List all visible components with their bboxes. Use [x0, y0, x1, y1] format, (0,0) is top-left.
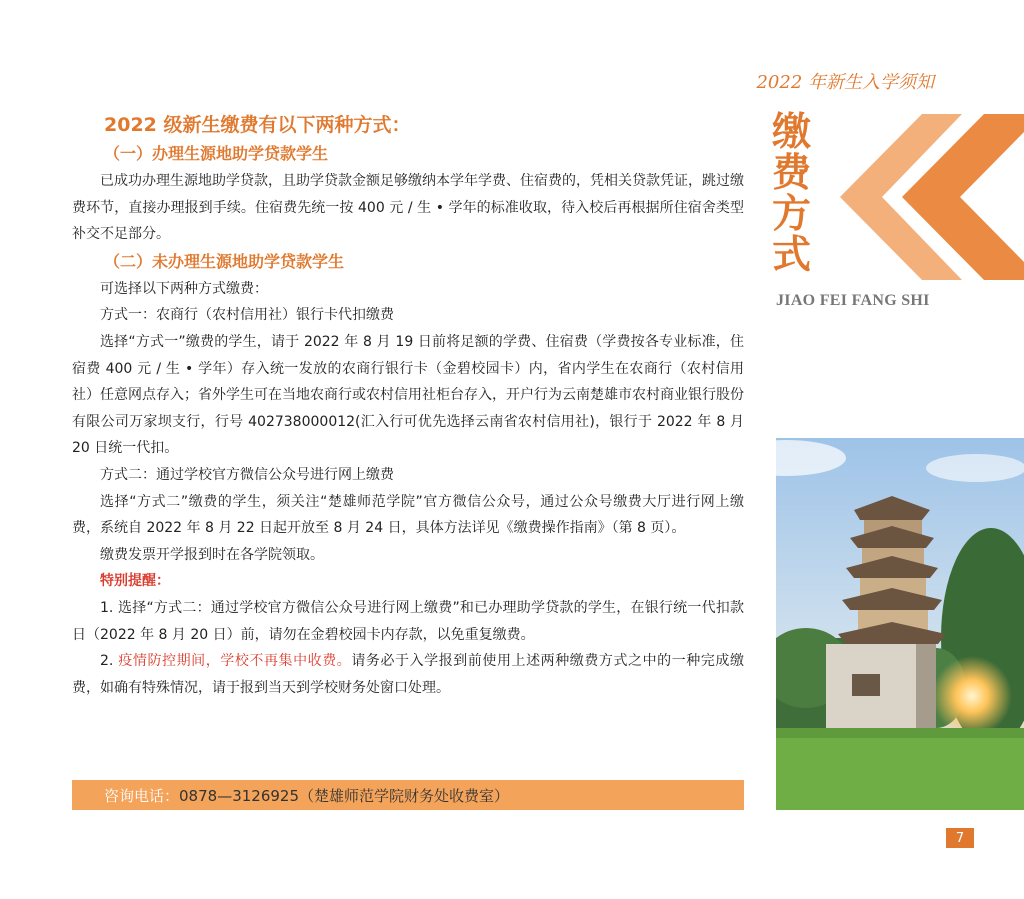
- reminder-item-2: [72, 648, 744, 701]
- header-title: 2022 年新生入学须知: [756, 72, 934, 93]
- subsection-title-loan: （一）办理生源地助学贷款学生: [104, 144, 329, 163]
- contact-phone: 0878—3126925（楚雄师范学院财务处收费室）: [179, 786, 509, 805]
- contact-bar: [72, 780, 744, 810]
- reminder-highlight: 疫情防控期间，学校不再集中收费。: [118, 653, 352, 670]
- paragraph-method-two-detail: 选择“方式二”缴费的学生，须关注“楚雄师范学院”官方微信公众号，通过公众号缴费大厅进行网上缴费，系统自 2022 年 8 月 22 日起开放至 8 月 24 日，具体方法详见《缴费操作指南》（第 8 页）。: [72, 493, 744, 537]
- reminder-item-1: 1. 选择“方式二：通过学校官方微信公众号进行网上缴费”和已办理助学贷款的学生，在银行统一代扣款日（2022 年 8 月 20 日）前，请勿在金碧校园卡内存款，以免重复缴费。: [72, 599, 744, 643]
- paragraph-loan: 已成功办理生源地助学贷款，且助学贷款金额足够缴纳本学年学费、住宿费的，凭相关贷款凭证，跳过缴费环节，直接办理报到手续。住宿费先统一按 400 元 / 生 • 学年的标准收取，待入校后再根据所住宿舍类型补交不足部分。: [72, 173, 744, 243]
- contact-label: 咨询电话：: [104, 786, 180, 805]
- page-number: 7: [946, 828, 974, 848]
- side-title: [772, 109, 818, 278]
- paragraph-options-intro: 可选择以下两种方式缴费：: [100, 280, 268, 297]
- main-content: [72, 110, 744, 701]
- reminder-title: 特别提醒：: [100, 573, 170, 590]
- side-title-char: 式: [772, 232, 812, 278]
- paragraph-method-two: 方式二：通过学校官方微信公众号进行网上缴费: [100, 466, 394, 483]
- side-title-char: 缴: [772, 109, 812, 155]
- side-title-char: 方: [772, 191, 812, 237]
- chevron-decoration-icon: [830, 112, 1024, 282]
- pinyin-label: JIAO FEI FANG SHI: [776, 292, 930, 309]
- paragraph-method-one: 方式一：农商行（农村信用社）银行卡代扣缴费: [100, 307, 394, 324]
- side-title-char: 费: [772, 150, 812, 196]
- paragraph-method-one-detail: 选择“方式一”缴费的学生，请于 2022 年 8 月 19 日前将足额的学费、住宿费（学费按各专业标准，住宿费 400 元 / 生 • 学年）存入统一发放的农商行银行卡（金碧校园卡）内，省内学生在农商行（农村信用社）任意网点存入；省外学生可在当地农商行或农村信用社柜台存入，开户行为云南楚雄市农村商业银行股份有限公司万家坝支行，行号 402738000012(汇入行可优先选择云南省农村信用社)，银行于 2022 年 8 月 20 日统一代扣。: [72, 333, 744, 457]
- subsection-title-no-loan: （二）未办理生源地助学贷款学生: [104, 251, 345, 271]
- reminder-item-2-text: 请务必于入学报到前使用上述两种缴费方式之中的一种完成缴费，如确有特殊情况，请于报到当天到学校财务处窗口处理。: [72, 653, 744, 696]
- paragraph-invoice: 缴费发票开学报到时在各学院领取。: [100, 546, 324, 563]
- section-title: 2022 级新生缴费有以下两种方式：: [104, 114, 411, 136]
- reminder-item-2-prefix: 2.: [100, 653, 119, 670]
- pagoda-photo: [776, 438, 1024, 810]
